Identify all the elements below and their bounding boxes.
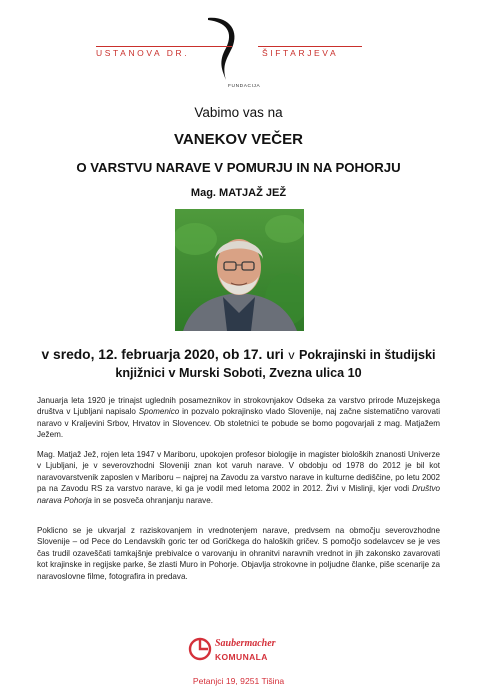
- paragraph-intro-text: Januarja leta 1920 je trinajst uglednih posameznikov in strokovnjakov Odseka za varstvo prirode Muzejskega društva v Ljubljani napisalo: [37, 396, 440, 417]
- event-details: [0, 346, 477, 382]
- paragraph-work: Poklicno se je ukvarjal z raziskovanjem in vrednotenjem narave, predvsem na območju severovzhodne Slovenije – od Pece do Lendavskih goric ter od Goričkega do haloških gričev. S pomočjo sodelavcev se je ves čas trudil ozaveščati tamkajšnje prebivalce o varovanju in ohranitvi naravnih vrednot in jih zakonsko zavarovati kot krajinske in regijske parke, še zlasti Muro in Pohorje. Objavlja strokovne in poljudne članke, piše scenarije za naravoslovne filme, fotografira in predava.: [37, 526, 440, 581]
- paragraph-intro-emphasis: Spomenico: [138, 407, 180, 417]
- logo-subtitle: FUNDACIJA: [228, 84, 261, 89]
- location-part2: knjižnici v Murski Soboti, Zvezna ulica 10: [115, 366, 362, 380]
- paragraph-intro-text-end: in pozvalo pokrajinsko vlado Slovenije, naj začne sistematično varovati naravo v Kraljevini Srbov, Hrvatov in Slovencev. Ob stoletnici te pobude se bomo pogovarjali z mag. Matjažem Ježem.: [37, 407, 440, 440]
- logo-text-left: USTANOVA DR.: [96, 48, 190, 58]
- speaker-photo: [175, 209, 304, 331]
- speaker-name: Mag. MATJAŽ JEŽ: [190, 187, 287, 199]
- paragraph-bio-emphasis: Društvo narava Pohorja: [37, 484, 440, 505]
- sponsor-address: Petanjci 19, 9251 Tišina: [192, 676, 285, 686]
- event-subtitle: O VARSTVU NARAVE V POMURJU IN NA POHORJU: [76, 160, 401, 175]
- paragraph-intro: [37, 395, 440, 441]
- logo-text-right: ŠIFTARJEVA: [262, 48, 339, 58]
- sponsor-emblem-icon: [188, 636, 212, 662]
- logo-curve-icon: [196, 14, 246, 90]
- location-part1: Pokrajinski in študijski: [298, 348, 436, 362]
- logo-rule-right: [258, 46, 362, 47]
- invite-line: Vabimo vas na: [194, 105, 283, 120]
- paragraph-bio: [37, 449, 440, 506]
- event-date: v sredo, 12. februarja 2020, ob 17. uri: [41, 347, 284, 362]
- paragraph-bio-text: Mag. Matjaž Jež, rojen leta 1947 v Mariboru, upokojen profesor biologije in magister bioloških znanosti Univerze v Ljubljani, je v severovzhodni Sloveniji znan kot varuh narave. V obdobju od 1978 do 2012 je bil kot naravovarstvenik zaposlen v Mariboru – najprej na Zavodu za varstvo narave in kulturne dediščine, po letu 2002 pa na Zavodu RS za varstvo narave, ki ga je vodil med letoma 2002 in 2012. Živi v Mislinji, kjer vodi: [37, 450, 440, 494]
- event-title: VANEKOV VEČER: [174, 131, 303, 148]
- paragraph-bio-text-end: in se posveča ohranjanju narave.: [91, 495, 213, 505]
- sponsor-name: Saubermacher: [215, 638, 276, 649]
- sponsor-subname: KOMUNALA: [215, 652, 268, 662]
- logo-rule-left: [96, 46, 232, 47]
- location-prefix: v: [288, 348, 295, 362]
